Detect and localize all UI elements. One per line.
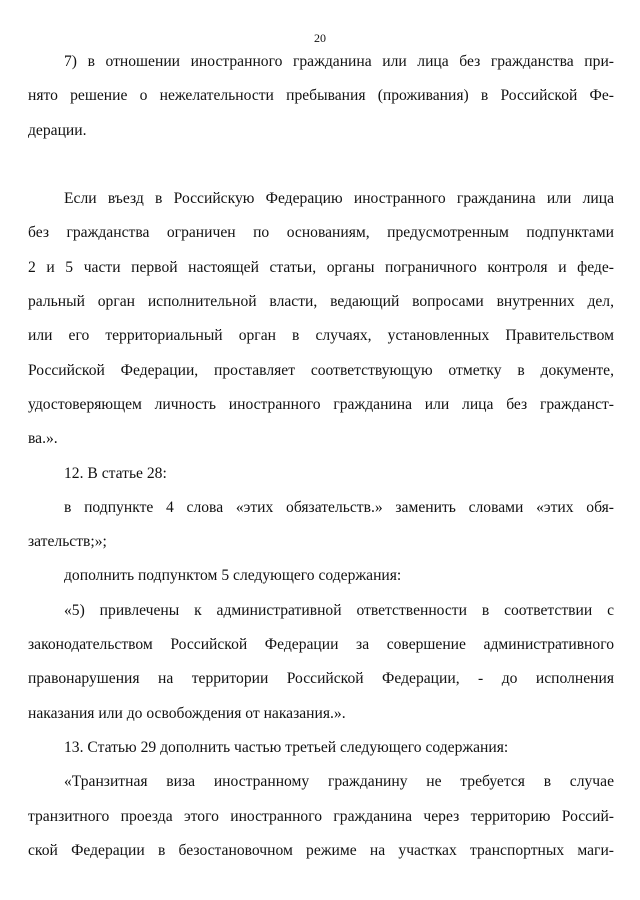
text-line: удостоверяющем личность иностранного гражданина или лица без гражданст- (28, 395, 614, 413)
blank-line (28, 148, 614, 182)
text-line: законодательством Российской Федерации за совершение административного (28, 636, 614, 654)
text-line: дерации. (28, 121, 87, 139)
text-line: наказания или до освобождения от наказания.». (28, 704, 346, 722)
page-number: 20 (314, 31, 326, 45)
text-line: 7) в отношении иностранного гражданина или лица без гражданства при- (64, 53, 614, 70)
text-line: Если въезд в Российскую Федерацию иностранного гражданина или лица (64, 190, 614, 208)
document-body (28, 45, 614, 868)
text-line: в подпункте 4 слова «этих обязательств.» заменить словами «этих обя- (64, 498, 614, 516)
text-line: 13. Статью 29 дополнить частью третьей следующего содержания: (64, 738, 509, 756)
text-line: ральный орган исполнительной власти, ведающий вопросами внутренних дел, (28, 293, 614, 311)
text-line: транзитного проезда этого иностранного гражданина через территорию Россий- (28, 807, 614, 825)
text-line: «Транзитная виза иностранному гражданину не требуется в случае (64, 773, 614, 791)
text-line: правонарушения на территории Российской Федерации, - до исполнения (28, 670, 614, 688)
text-line: нято решение о нежелательности пребывания (проживания) в Российской Фе- (28, 87, 614, 105)
text-line: Российской Федерации, проставляет соответствующую отметку в документе, (28, 361, 614, 379)
text-line: «5) привлечены к административной ответственности в соответствии с (64, 601, 614, 619)
text-line: или его территориальный орган в случаях, установленных Правительством (28, 327, 614, 345)
text-line: без гражданства ограничен по основаниям, предусмотренным подпунктами (28, 224, 614, 242)
text-line: дополнить подпунктом 5 следующего содержания: (64, 567, 402, 585)
text-line: ва.». (28, 430, 58, 448)
text-line: 12. В статье 28: (64, 464, 167, 482)
text-line: 2 и 5 части первой настоящей статьи, органы пограничного контроля и феде- (28, 258, 614, 276)
text-line: зательств;»; (28, 533, 107, 551)
text-line: ской Федерации в безостановочном режиме на участках транспортных маги- (28, 841, 614, 859)
